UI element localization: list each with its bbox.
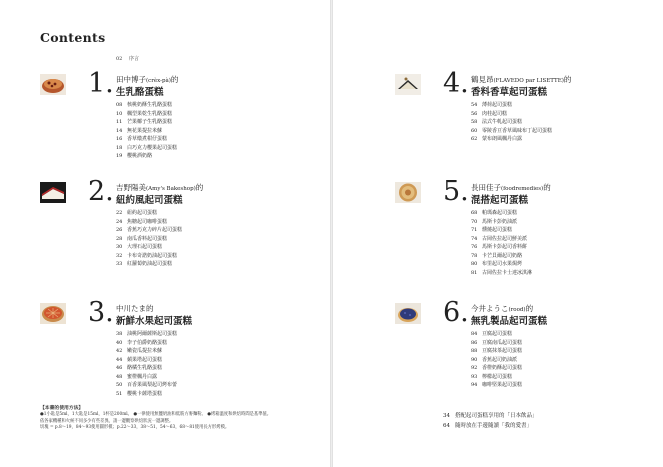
- section-photo: [40, 182, 66, 203]
- item-name: 薄荷起司蛋糕: [482, 102, 513, 108]
- preface-page: 02: [116, 56, 123, 62]
- section-title: 混搭起司蛋糕: [471, 195, 529, 206]
- item-name: 李子伯爵奶酪蛋糕: [127, 339, 168, 346]
- list-item[interactable]: [116, 144, 177, 153]
- list-item[interactable]: [116, 373, 177, 382]
- author-name: 長田佳子: [471, 183, 501, 192]
- author-suffix: 的: [563, 75, 572, 84]
- recipe-list: [471, 209, 532, 277]
- list-item[interactable]: [116, 260, 182, 269]
- recipe-list: [116, 209, 182, 269]
- item-name: 楓型果乾生乳酪蛋糕: [127, 110, 173, 117]
- item-page: 30: [116, 244, 123, 250]
- section-number: 6.: [443, 297, 469, 328]
- item-page: 80: [471, 261, 478, 267]
- author-subname: (Amy's Bakeshop): [146, 186, 196, 192]
- item-name: 蜜橙楓丹白露: [127, 373, 158, 380]
- list-item[interactable]: [116, 152, 177, 161]
- author-name: 田中博子: [116, 75, 146, 84]
- list-item[interactable]: [471, 101, 552, 110]
- item-name: 紅蘿蔔奶油起司蛋糕: [127, 261, 173, 267]
- section-title: 紐約風起司蛋糕: [116, 195, 183, 206]
- item-name: 油桃阿爾薩斯起司蛋糕: [127, 331, 178, 337]
- item-name: 無花果提拉米蘇: [127, 127, 163, 134]
- item-page: 40: [116, 339, 123, 346]
- item-name: 芒果椰子生乳酪蛋糕: [127, 119, 173, 125]
- item-name: 豆腐起司蛋糕: [482, 331, 513, 337]
- item-page: 24: [116, 218, 123, 225]
- list-item[interactable]: [471, 381, 522, 390]
- item-page: 50: [116, 382, 123, 388]
- author-name: 中川たま: [116, 304, 146, 313]
- list-item[interactable]: [116, 356, 177, 365]
- list-item[interactable]: [471, 373, 522, 382]
- item-page: 78: [471, 252, 478, 259]
- list-item[interactable]: [116, 381, 177, 390]
- item-name: 隨時放在手邊隨讀「我的愛書」: [455, 422, 533, 429]
- item-page: 56: [471, 110, 478, 117]
- list-item[interactable]: [116, 243, 182, 252]
- list-item[interactable]: [471, 356, 522, 365]
- item-name: 櫻桃酒奶酪: [127, 153, 153, 159]
- item-page: 32: [116, 252, 123, 259]
- list-item[interactable]: [471, 218, 532, 227]
- item-name: 古岡佐拉卡士達冰淇淋: [482, 269, 533, 276]
- item-name: 蘋果塔起司蛋糕: [127, 356, 163, 363]
- item-name: 蒙布朗風楓丹白露: [482, 136, 523, 142]
- list-item[interactable]: [471, 339, 522, 348]
- item-name: 肉桂起司糕: [482, 110, 508, 117]
- usage-line: 切塊 = p.8～19，84～93使用圓形模；p.22～33，38～51，54～63，68～81使用長方形烤模。: [40, 425, 230, 431]
- section-number: 3.: [88, 297, 114, 328]
- author-name: 今井ようこ: [471, 304, 509, 313]
- list-item[interactable]: [471, 269, 532, 278]
- item-name: 白巧克力櫻果起司蛋糕: [127, 144, 178, 151]
- list-item[interactable]: [116, 339, 177, 348]
- item-name: 香草燉煮柑仔蛋糕: [127, 136, 168, 142]
- author-suffix: 的: [543, 183, 551, 192]
- list-item[interactable]: [116, 347, 177, 356]
- item-name: 南瓜香料起司蛋糕: [127, 235, 168, 242]
- list-item[interactable]: [471, 110, 552, 119]
- usage-line: 依各家機種和火候不同多少有些差異，請一邊觀察烘焙狀況一邊調整。: [40, 418, 174, 424]
- item-page: 93: [471, 373, 478, 380]
- section-3: [40, 297, 260, 411]
- list-item[interactable]: [116, 330, 177, 339]
- author-subname: (crèx-pà): [146, 78, 171, 84]
- list-item[interactable]: [471, 260, 532, 269]
- item-page: 26: [116, 227, 123, 233]
- item-page: 74: [471, 235, 478, 242]
- item-page: 42: [116, 348, 123, 354]
- item-page: 16: [116, 136, 123, 142]
- item-page: 64: [443, 422, 450, 429]
- usage-notes: [40, 405, 320, 432]
- author-subname: (rood): [508, 307, 526, 313]
- section-5: [395, 176, 615, 290]
- item-page: 33: [116, 261, 123, 267]
- item-page: 94: [471, 382, 478, 388]
- list-item[interactable]: [116, 364, 177, 373]
- item-name: 紐約起司蛋糕: [127, 210, 158, 216]
- section-6: [395, 297, 615, 411]
- section-photo: [395, 182, 421, 203]
- list-item[interactable]: [471, 127, 552, 136]
- item-page: 86: [471, 339, 478, 346]
- item-page: 54: [471, 102, 478, 108]
- item-name: 嫩瓷瓜提拉米蘇: [127, 348, 163, 354]
- item-page: 48: [116, 373, 123, 380]
- list-item[interactable]: [471, 118, 552, 127]
- author-subname: (FLAVEDO par LISETTE): [493, 78, 564, 84]
- item-page: 14: [116, 127, 123, 134]
- list-item[interactable]: [116, 118, 177, 127]
- item-page: 68: [471, 210, 478, 216]
- item-page: 81: [471, 269, 478, 276]
- list-item[interactable]: [443, 422, 538, 432]
- author-name: 吉野陽美: [116, 183, 146, 192]
- item-name: 焦糖起司咖啡蛋糕: [127, 218, 168, 225]
- item-page: 46: [116, 365, 123, 371]
- section-4: [395, 68, 615, 182]
- item-name: 檸檬起司蛋糕: [482, 373, 513, 380]
- item-name: 布里起司水果焗烤: [482, 261, 523, 267]
- item-name: 大理石起司蛋糕: [127, 244, 163, 250]
- item-page: 76: [471, 244, 478, 250]
- item-name: 馬斯卡彭奶油派: [482, 218, 518, 225]
- list-item[interactable]: [116, 218, 182, 227]
- section-title: 香料香草起司蛋糕: [471, 87, 548, 98]
- item-page: 70: [471, 218, 478, 225]
- section-photo: [40, 303, 66, 324]
- list-item[interactable]: [116, 127, 177, 136]
- item-name: 法式牛軋起司蛋糕: [482, 119, 523, 125]
- item-name: 香蕉巧克力碎片起司蛋糕: [127, 227, 183, 233]
- item-page: 28: [116, 235, 123, 242]
- item-page: 88: [471, 348, 478, 354]
- item-page: 51: [116, 390, 123, 397]
- section-number: 5.: [443, 176, 469, 207]
- section-title: 生乳酪蛋糕: [116, 87, 164, 98]
- column-notes: [443, 412, 538, 431]
- item-page: 71: [471, 227, 478, 233]
- item-name: 搭配起司蛋糕享用的「日本飲品」: [455, 413, 538, 419]
- list-item[interactable]: [471, 243, 532, 252]
- item-page: 19: [116, 153, 123, 159]
- item-name: 豆腐南瓜起司蛋糕: [482, 339, 523, 346]
- section-number: 1.: [88, 68, 114, 99]
- list-item[interactable]: [471, 135, 552, 144]
- list-item[interactable]: [116, 252, 182, 261]
- list-item[interactable]: [471, 209, 532, 218]
- item-name: 櫻桃卡薩塔蛋糕: [127, 390, 163, 397]
- list-item[interactable]: [116, 110, 177, 119]
- section-photo: [395, 74, 421, 95]
- item-page: 60: [471, 127, 478, 134]
- item-name: 零陵香豆香草風味布丁起司蛋糕: [482, 127, 553, 134]
- preface-entry[interactable]: [116, 55, 139, 62]
- section-number: 4.: [443, 68, 469, 99]
- list-item[interactable]: [116, 101, 177, 110]
- item-name: 咖啡堅果起司蛋糕: [482, 382, 523, 388]
- author-suffix: 的: [525, 304, 534, 313]
- author-name: 鶴見昂: [471, 75, 494, 84]
- item-name: 燻燒起司蛋糕: [482, 227, 513, 233]
- item-page: 58: [471, 119, 478, 125]
- list-item[interactable]: [116, 226, 182, 235]
- usage-line: ●1小匙是5ml，1大匙是15ml，1杯是200ml。 ●一律使用無鹽奶油和低筋方麥麵粉。 ●烤箱溫度和烘焙時間是基準值。: [40, 411, 272, 417]
- list-item[interactable]: [471, 364, 522, 373]
- section-photo: [40, 74, 66, 95]
- section-photo: [395, 303, 421, 324]
- list-item[interactable]: [116, 135, 177, 144]
- list-item[interactable]: [471, 226, 532, 235]
- list-item[interactable]: [471, 252, 532, 261]
- list-item[interactable]: [116, 235, 182, 244]
- item-name: 馬斯卡彭起司香料餅: [482, 244, 528, 250]
- item-page: 08: [116, 102, 123, 108]
- item-name: 百香果風梨起司烤布蕾: [127, 382, 178, 388]
- item-name: 卡布奇諾奶油起司蛋糕: [127, 252, 178, 259]
- item-name: 香蕉起司奶油派: [482, 356, 518, 363]
- page-gutter: [330, 0, 333, 467]
- item-page: 92: [471, 365, 478, 371]
- section-2: [40, 176, 260, 290]
- list-item[interactable]: [471, 235, 532, 244]
- item-page: 22: [116, 210, 123, 216]
- list-item[interactable]: [471, 347, 522, 356]
- item-name: 卡芒貝爾起司奶酪: [482, 252, 523, 259]
- item-name: 酪橘生乳酪蛋糕: [127, 365, 163, 371]
- item-page: 11: [116, 119, 123, 125]
- author-suffix: 的: [170, 75, 179, 84]
- author-suffix: 的: [146, 304, 154, 313]
- recipe-list: [471, 330, 522, 390]
- recipe-list: [471, 101, 552, 144]
- list-item[interactable]: [471, 330, 522, 339]
- preface-label: 序言: [128, 56, 139, 62]
- list-item[interactable]: [116, 390, 177, 399]
- list-item[interactable]: [443, 412, 538, 422]
- list-item[interactable]: [116, 209, 182, 218]
- section-number: 2.: [88, 176, 114, 207]
- item-page: 44: [116, 356, 123, 363]
- section-title: 無乳製品起司蛋糕: [471, 316, 548, 327]
- item-page: 10: [116, 110, 123, 117]
- page-title: Contents: [40, 30, 106, 45]
- item-page: 18: [116, 144, 123, 151]
- usage-title: 【本書的使用方法】: [40, 405, 84, 411]
- item-name: 核桃奶酥生乳酪蛋糕: [127, 102, 173, 108]
- item-page: 84: [471, 331, 478, 337]
- author-subname: (foodremedies): [501, 186, 544, 192]
- author-suffix: 的: [195, 183, 204, 192]
- item-name: 香橙奶酥起司蛋糕: [482, 365, 523, 371]
- item-page: 38: [116, 331, 123, 337]
- item-name: 帕瑪森起司蛋糕: [482, 210, 518, 216]
- item-page: 34: [443, 413, 450, 419]
- item-name: 豆腐抹茶起司蛋糕: [482, 348, 523, 354]
- item-page: 62: [471, 136, 478, 142]
- recipe-list: [116, 101, 177, 161]
- section-title: 新鮮水果起司蛋糕: [116, 316, 193, 327]
- item-page: 90: [471, 356, 478, 363]
- section-1: [40, 68, 260, 182]
- recipe-list: [116, 330, 177, 398]
- item-name: 古岡佐拉起司鮮美派: [482, 235, 528, 242]
